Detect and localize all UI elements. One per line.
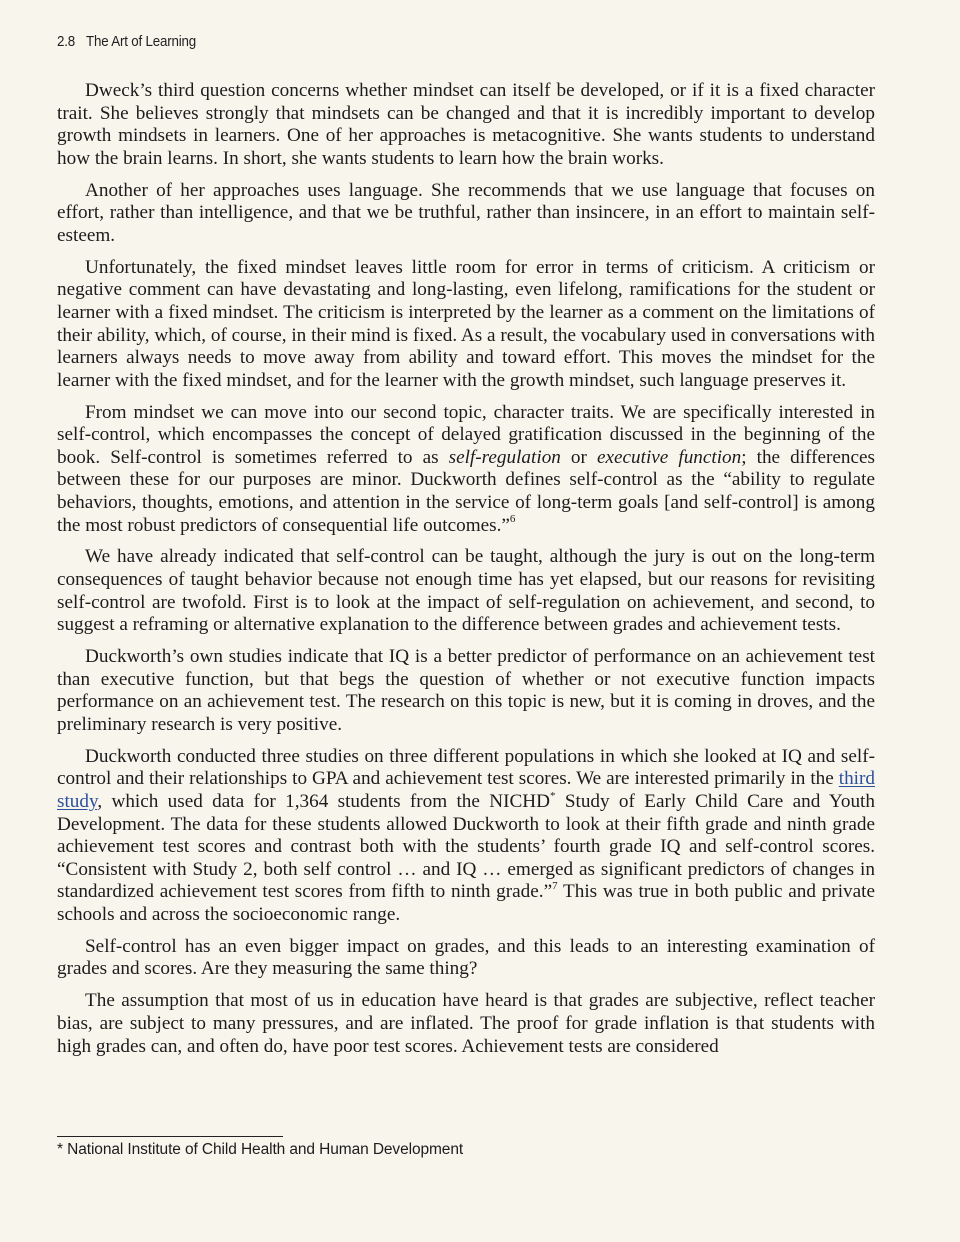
body-text: [57, 80, 875, 1067]
footnote-ref-star[interactable]: *: [550, 789, 556, 802]
paragraph-8: Self-control has an even bigger impact on grades, and this leads to an interesting examination of grades and scores. Are they measuring the same thing?: [57, 935, 875, 980]
third-study-link[interactable]: third study: [57, 768, 875, 812]
paragraph-4-text-a: From mindset we can move into our second topic, character traits. We are specifically interested in self-control, which encompasses the concept of delayed gratification discussed in the beginning of the book. Self-control is sometimes referred to as: [57, 401, 875, 468]
paragraph-7: [57, 746, 875, 927]
paragraph-2: Another of her approaches uses language. She recommends that we use language that focuses on effort, rather than intelligence, and that we be truthful, rather than insincere, in an effort to maintain self-esteem.: [57, 179, 875, 246]
paragraph-3: Unfortunately, the fixed mindset leaves little room for error in terms of criticism. A criticism or negative comment can have devastating and long-lasting, even lifelong, ramifications for the student or learner with a fixed mindset. The criticism is interpreted by the learner as a comment on the limitations of their ability, which, of course, in their mind is fixed. As a result, the vocabulary used in conversations with learners always needs to move away from ability and toward effort. This moves the mindset for the learner with the fixed mindset, and for the learner with the growth mindset, such language preserves it.: [57, 256, 875, 391]
running-header: [57, 34, 196, 50]
paragraph-7-text-b: , which used data for 1,364 students from the NICHD: [97, 791, 550, 812]
paragraph-4: [57, 402, 875, 538]
paragraph-4-text-c: ; the differences between these for our purposes are minor. Duckworth defines self-control as the “ability to regulate behaviors, thoughts, emotions, and attention in the service of long-term goals [and self-control] is among the most robust predictors of consequential life outcomes.”: [57, 446, 875, 536]
paragraph-6: Duckworth’s own studies indicate that IQ is a better predictor of performance on an achievement test than executive function, but that begs the question of whether or not executive function impacts performance on an achievement test. The research on this topic is new, but it is coming in droves, and the preliminary research is very positive.: [57, 646, 875, 735]
paragraph-5: We have already indicated that self-control can be taught, although the jury is out on the long-term consequences of taught behavior because not enough time has yet elapsed, but our reasons for revisiting self-control are twofold. First is to look at the impact of self-regulation on achievement, and second, to suggest a reframing or alternative explanation to the difference between grades and achievement tests.: [57, 546, 875, 636]
page-number: 2.8: [57, 34, 75, 50]
endnote-ref-6[interactable]: 6: [509, 513, 516, 526]
paragraph-9: The assumption that most of us in education have heard is that grades are subjective, reflect teacher bias, are subject to many pressures, and are inflated. The proof for grade inflation is that students with high grades can, and often do, have poor test scores. Achievement tests are considered: [57, 990, 875, 1057]
term-executive-function: executive function: [596, 446, 742, 468]
paragraph-7-text-c: Study of Early Child Care and Youth Development. The data for these students allowed Duckworth to look at their fifth grade and ninth grade achievement test scores and contrast both with the students’ fourth grade IQ and self-control scores. “Consistent with Study 2, both self control … and IQ … emerged as significant predictors of changes in standardized achievement test scores from fifth to ninth grade.”: [57, 791, 875, 903]
footnote-divider: [57, 1136, 283, 1137]
endnote-ref-7[interactable]: 7: [552, 879, 558, 892]
book-title: The Art of Learning: [86, 34, 197, 50]
footnote: * National Institute of Child Health and Human Development: [57, 1141, 464, 1158]
term-self-regulation: self-regulation: [448, 446, 561, 468]
paragraph-1: Dweck’s third question concerns whether mindset can itself be developed, or if it is a fixed character trait. She believes strongly that mindsets can be changed and that it is incredibly important to develop growth mindsets in learners. One of her approaches is metacognitive. She wants students to understand how the brain learns. In short, she wants students to learn how the brain works.: [57, 80, 875, 169]
paragraph-4-text-b: or: [560, 446, 597, 468]
paragraph-7-text-a: Duckworth conducted three studies on three different populations in which she looked at IQ and self-control and their relationships to GPA and achievement test scores. We are interested primarily in the: [57, 745, 875, 790]
paragraph-7-text-d: This was true in both public and private schools and across the socioeconomic range.: [57, 881, 875, 925]
